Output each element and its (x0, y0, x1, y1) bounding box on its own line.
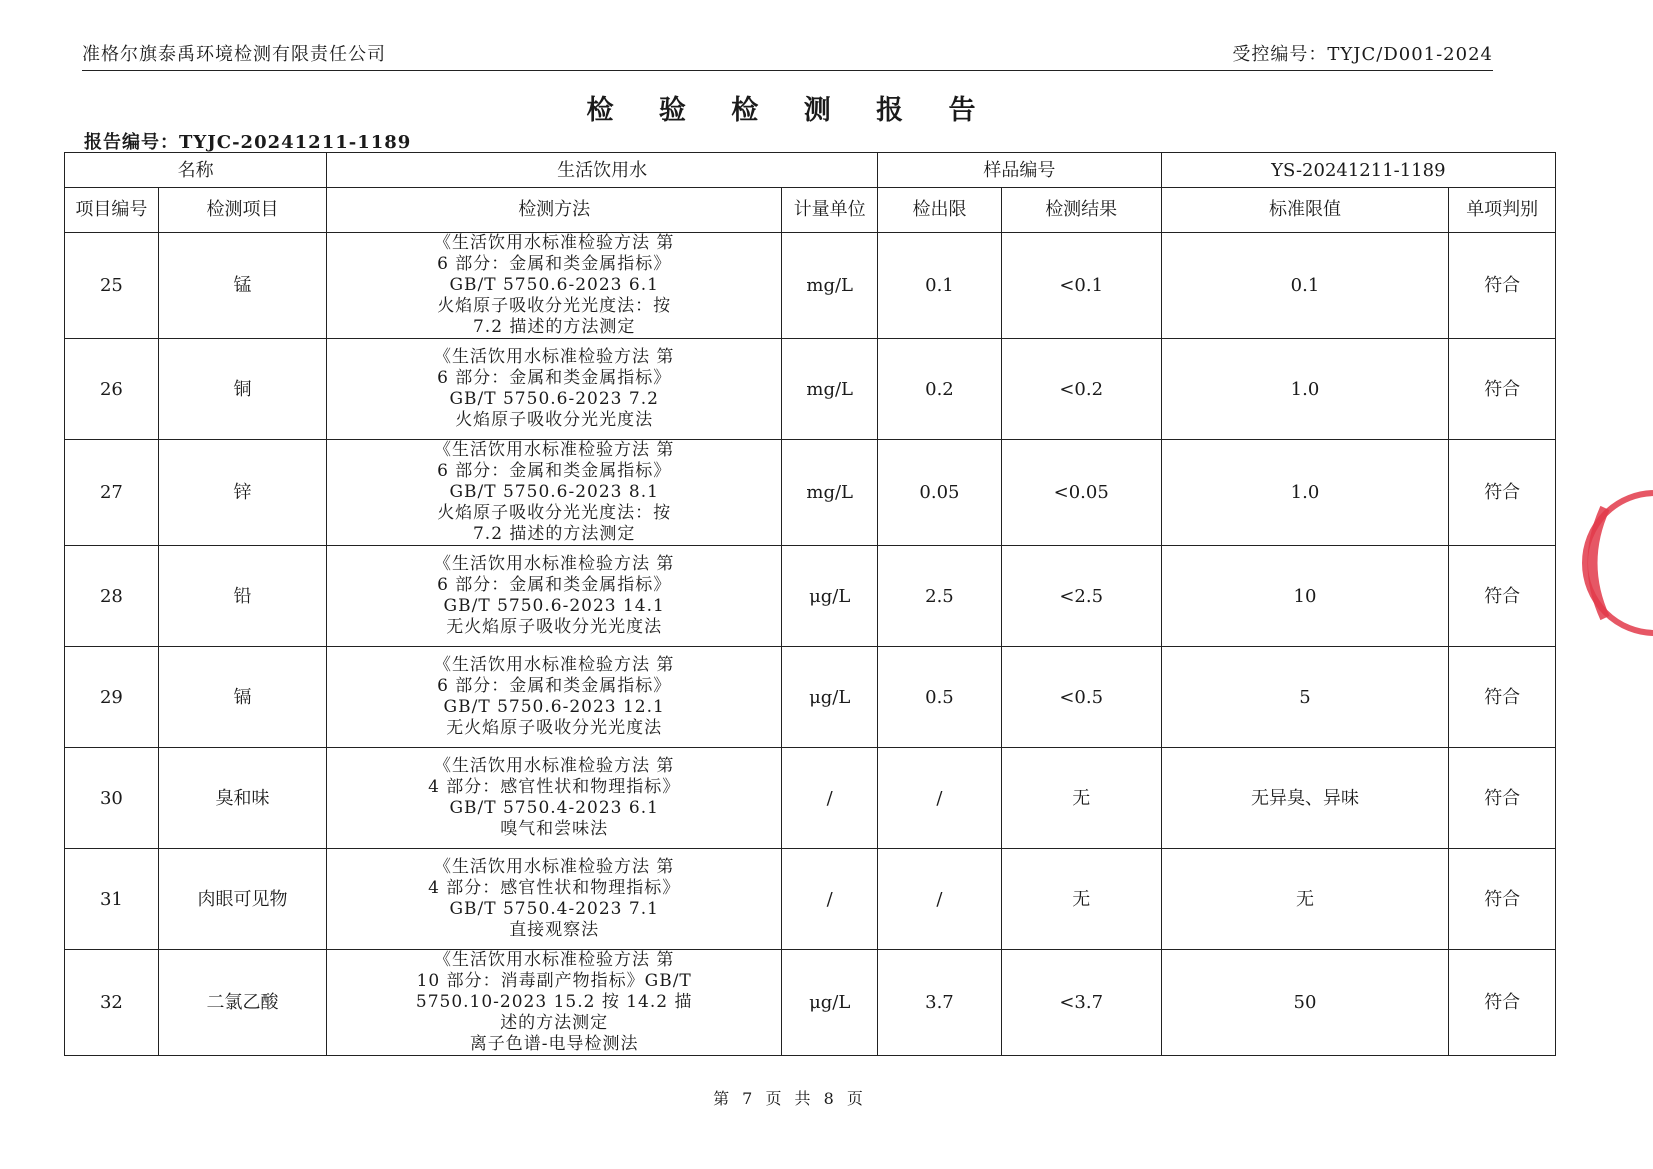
item-no-cell: 30 (65, 748, 159, 849)
method-line: 5750.10-2023 15.2 按 14.2 描 (415, 992, 693, 1012)
judge-cell: 符合 (1449, 748, 1556, 849)
judge-cell: 符合 (1449, 546, 1556, 647)
table-row (65, 440, 1556, 546)
result-cell: <0.1 (1001, 233, 1161, 339)
method-line: 《生活饮用水标准检验方法 第 (433, 857, 675, 877)
column-header-row (65, 188, 1556, 233)
item-name-cell: 铜 (158, 339, 326, 440)
result-cell: 无 (1001, 748, 1161, 849)
table-row (65, 950, 1556, 1056)
method-line: 嗅气和尝味法 (500, 819, 609, 839)
info-row (65, 153, 1556, 188)
judge-cell: 符合 (1449, 339, 1556, 440)
method-line: 无火焰原子吸收分光光度法 (446, 617, 663, 637)
sample-label: 样品编号 (878, 153, 1161, 188)
method-line: GB/T 5750.6-2023 7.2 (449, 389, 659, 409)
col-item-no: 项目编号 (65, 188, 159, 233)
limit-cell: 0.05 (878, 440, 1002, 546)
name-label: 名称 (65, 153, 327, 188)
result-cell: <2.5 (1001, 546, 1161, 647)
method-cell (327, 440, 782, 546)
method-cell (327, 647, 782, 748)
result-cell: 无 (1001, 849, 1161, 950)
method-line: 《生活饮用水标准检验方法 第 (433, 554, 675, 574)
item-name-cell: 铅 (158, 546, 326, 647)
table-row (65, 546, 1556, 647)
method-line: 火焰原子吸收分光光度法：按 (437, 503, 672, 523)
method-line: 《生活饮用水标准检验方法 第 (433, 950, 675, 970)
seal-stamp-icon (1560, 488, 1653, 638)
result-cell: <0.2 (1001, 339, 1161, 440)
report-title: 检 验 检 测 报 告 (586, 95, 994, 126)
standard-cell: 5 (1161, 647, 1449, 748)
limit-cell: 2.5 (878, 546, 1002, 647)
unit-cell: μg/L (782, 546, 878, 647)
item-name-cell: 肉眼可见物 (158, 849, 326, 950)
unit-cell: μg/L (782, 950, 878, 1056)
report-number: 报告编号：TYJC-20241211-1189 (84, 132, 412, 153)
method-line: 4 部分：感官性状和物理指标》 (428, 878, 681, 898)
col-result: 检测结果 (1001, 188, 1161, 233)
standard-cell: 0.1 (1161, 233, 1449, 339)
unit-cell: mg/L (782, 339, 878, 440)
name-value: 生活饮用水 (327, 153, 878, 188)
col-item: 检测项目 (158, 188, 326, 233)
method-line: 《生活饮用水标准检验方法 第 (433, 233, 675, 253)
limit-cell: 3.7 (878, 950, 1002, 1056)
method-line: GB/T 5750.6-2023 8.1 (449, 482, 659, 502)
method-cell (327, 849, 782, 950)
result-cell: <0.5 (1001, 647, 1161, 748)
col-judge: 单项判别 (1449, 188, 1556, 233)
method-line: 6 部分：金属和类金属指标》 (437, 461, 672, 481)
method-line: 火焰原子吸收分光光度法 (455, 410, 654, 430)
method-line: 述的方法测定 (500, 1013, 609, 1033)
standard-cell: 1.0 (1161, 440, 1449, 546)
standard-cell: 10 (1161, 546, 1449, 647)
method-line: GB/T 5750.6-2023 14.1 (443, 596, 665, 616)
judge-cell: 符合 (1449, 440, 1556, 546)
table-row (65, 849, 1556, 950)
control-number: 受控编号：TYJC/D001-2024 (1232, 44, 1493, 65)
result-cell: <0.05 (1001, 440, 1161, 546)
limit-cell: / (878, 849, 1002, 950)
method-line: 《生活饮用水标准检验方法 第 (433, 347, 675, 367)
method-cell (327, 748, 782, 849)
method-line: 直接观察法 (509, 920, 600, 940)
limit-cell: 0.2 (878, 339, 1002, 440)
unit-cell: / (782, 748, 878, 849)
judge-cell: 符合 (1449, 233, 1556, 339)
method-line: GB/T 5750.4-2023 7.1 (449, 899, 659, 919)
sample-value: YS-20241211-1189 (1161, 153, 1555, 188)
method-line: 7.2 描述的方法测定 (472, 524, 636, 544)
page-header (82, 44, 1493, 71)
page-footer: 第 7 页 共 8 页 (713, 1089, 867, 1108)
item-no-cell: 32 (65, 950, 159, 1056)
method-cell (327, 339, 782, 440)
method-line: 6 部分：金属和类金属指标》 (437, 676, 672, 696)
item-name-cell: 臭和味 (158, 748, 326, 849)
method-cell (327, 233, 782, 339)
method-line: 6 部分：金属和类金属指标》 (437, 254, 672, 274)
table-row (65, 339, 1556, 440)
standard-cell: 无异臭、异味 (1161, 748, 1449, 849)
method-line: 7.2 描述的方法测定 (472, 317, 636, 337)
method-line: 《生活饮用水标准检验方法 第 (433, 756, 675, 776)
method-line: 《生活饮用水标准检验方法 第 (433, 440, 675, 460)
item-no-cell: 26 (65, 339, 159, 440)
item-no-cell: 29 (65, 647, 159, 748)
table-row (65, 748, 1556, 849)
method-line: 离子色谱-电导检测法 (469, 1034, 639, 1054)
method-line: 火焰原子吸收分光光度法：按 (437, 296, 672, 316)
method-line: 10 部分：消毒副产物指标》GB/T (416, 971, 692, 991)
col-unit: 计量单位 (782, 188, 878, 233)
item-name-cell: 二氯乙酸 (158, 950, 326, 1056)
standard-cell: 无 (1161, 849, 1449, 950)
col-method: 检测方法 (327, 188, 782, 233)
limit-cell: 0.1 (878, 233, 1002, 339)
standard-cell: 50 (1161, 950, 1449, 1056)
item-no-cell: 31 (65, 849, 159, 950)
result-cell: <3.7 (1001, 950, 1161, 1056)
results-table (64, 152, 1556, 1056)
item-no-cell: 25 (65, 233, 159, 339)
method-line: 无火焰原子吸收分光光度法 (446, 718, 663, 738)
method-cell (327, 950, 782, 1056)
limit-cell: / (878, 748, 1002, 849)
item-no-cell: 27 (65, 440, 159, 546)
judge-cell: 符合 (1449, 849, 1556, 950)
unit-cell: mg/L (782, 440, 878, 546)
method-line: GB/T 5750.6-2023 6.1 (449, 275, 659, 295)
judge-cell: 符合 (1449, 647, 1556, 748)
method-line: GB/T 5750.6-2023 12.1 (443, 697, 665, 717)
item-no-cell: 28 (65, 546, 159, 647)
method-line: 《生活饮用水标准检验方法 第 (433, 655, 675, 675)
judge-cell: 符合 (1449, 950, 1556, 1056)
standard-cell: 1.0 (1161, 339, 1449, 440)
table-row (65, 233, 1556, 339)
method-line: 6 部分：金属和类金属指标》 (437, 368, 672, 388)
method-line: 6 部分：金属和类金属指标》 (437, 575, 672, 595)
unit-cell: / (782, 849, 878, 950)
unit-cell: μg/L (782, 647, 878, 748)
method-cell (327, 546, 782, 647)
method-line: GB/T 5750.4-2023 6.1 (449, 798, 659, 818)
item-name-cell: 锌 (158, 440, 326, 546)
method-line: 4 部分：感官性状和物理指标》 (428, 777, 681, 797)
item-name-cell: 锰 (158, 233, 326, 339)
company-name: 准格尔旗泰禹环境检测有限责任公司 (82, 44, 386, 65)
limit-cell: 0.5 (878, 647, 1002, 748)
table-row (65, 647, 1556, 748)
unit-cell: mg/L (782, 233, 878, 339)
item-name-cell: 镉 (158, 647, 326, 748)
col-limit: 检出限 (878, 188, 1002, 233)
col-standard: 标准限值 (1161, 188, 1449, 233)
